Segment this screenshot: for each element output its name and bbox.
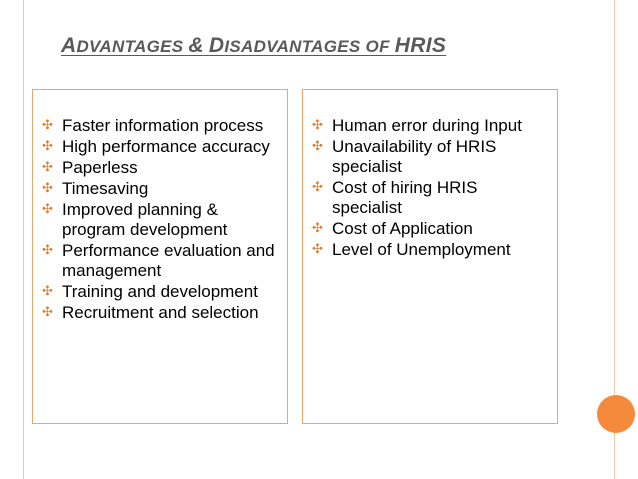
disadvantage-text: Cost of Application — [332, 219, 473, 238]
list-item — [42, 200, 279, 240]
bullet-icon: ✣ — [42, 118, 53, 133]
slide-title — [61, 34, 446, 58]
title-part: & — [188, 34, 204, 57]
advantage-text: Recruitment and selection — [62, 303, 259, 322]
list-item — [42, 137, 279, 157]
disadvantages-list — [312, 116, 549, 260]
bullet-icon: ✣ — [312, 242, 323, 257]
list-item — [312, 137, 549, 177]
title-part: ISADVANTAGES OF — [224, 37, 395, 56]
disadvantages-panel — [302, 89, 558, 424]
bullet-icon: ✣ — [42, 160, 53, 175]
title-part: A — [61, 34, 77, 57]
list-item — [312, 219, 549, 239]
advantage-text: Timesaving — [62, 179, 149, 198]
title-part: D — [208, 34, 225, 57]
disadvantage-text: Human error during Input — [332, 116, 522, 135]
bullet-icon: ✣ — [42, 243, 53, 258]
title-part: HRIS — [394, 34, 447, 57]
bullet-icon: ✣ — [42, 181, 53, 196]
disadvantage-text: Cost of hiring HRIS specialist — [332, 178, 478, 217]
list-item — [42, 282, 279, 302]
list-item — [42, 179, 279, 199]
left-border-line — [23, 0, 24, 479]
list-item — [312, 240, 549, 260]
disadvantage-text: Unavailability of HRIS specialist — [332, 137, 497, 176]
bullet-icon: ✣ — [42, 139, 53, 154]
advantage-text: High performance accuracy — [62, 137, 270, 156]
bullet-icon: ✣ — [312, 139, 323, 154]
disadvantage-text: Level of Unemployment — [332, 240, 511, 259]
list-item — [312, 178, 549, 218]
bullet-icon: ✣ — [42, 202, 53, 217]
list-item — [42, 116, 279, 136]
advantage-text: Training and development — [62, 282, 258, 301]
decorative-orange-circle — [597, 395, 635, 433]
list-item — [42, 303, 279, 323]
advantage-text: Performance evaluation and management — [62, 241, 275, 280]
bullet-icon: ✣ — [42, 284, 53, 299]
list-item — [42, 158, 279, 178]
bullet-icon: ✣ — [42, 305, 53, 320]
bullet-icon: ✣ — [312, 180, 323, 195]
title-part: DVANTAGES — [76, 37, 189, 56]
advantages-list — [42, 116, 279, 323]
advantage-text: Improved planning & program development — [62, 200, 228, 239]
advantage-text: Faster information process — [62, 116, 264, 135]
advantage-text: Paperless — [62, 158, 138, 177]
advantages-panel — [32, 89, 288, 424]
list-item — [312, 116, 549, 136]
bullet-icon: ✣ — [312, 118, 323, 133]
list-item — [42, 241, 279, 281]
bullet-icon: ✣ — [312, 221, 323, 236]
